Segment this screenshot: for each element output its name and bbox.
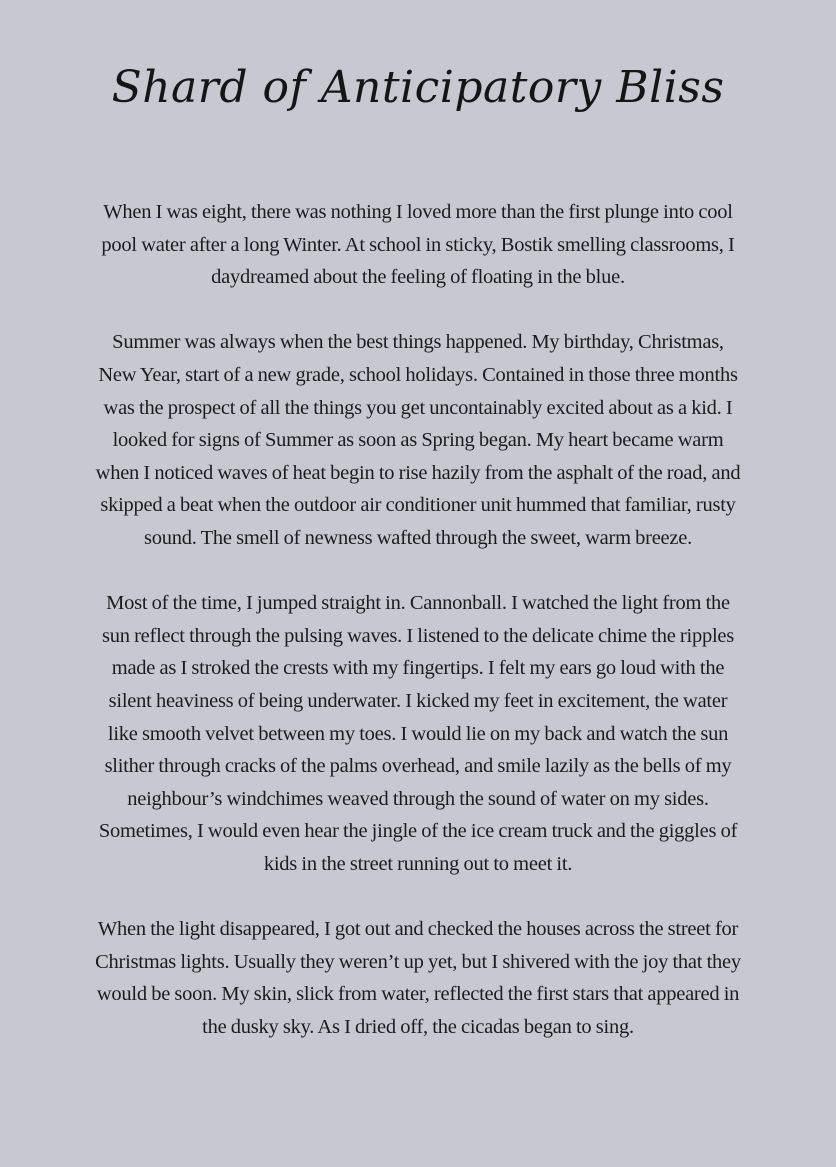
paragraph-4: When the light disappeared, I got out and checked the houses across the street for Christmas lights. Usually they weren’t up yet, but I shivered with the joy that they would be soon. My skin, slick from water, reflected the first stars that appeared in the dusky sky. As I dried off, the cicadas began to sing. [95,918,741,1038]
paragraph-2: Summer was always when the best things happened. My birthday, Christmas, New Year, start of a new grade, school holidays. Contained in those three months was the prospect of all the things you get uncontainably excited about as a kid. I looked for signs of Summer as soon as Spring began. My heart became warm when I noticed waves of heat begin to rise hazily from the asphalt of the road, and skipped a beat when the outdoor air conditioner unit hummed that familiar, rusty sound. The smell of newness wafted through the sweet, warm breeze. [95,331,741,549]
document-title: Shard of Anticipatory Bliss [111,62,725,113]
paragraph-3: Most of the time, I jumped straight in. Cannonball. I watched the light from the sun reflect through the pulsing waves. I listened to the delicate chime the ripples made as I stroked the crests with my fingertips. I felt my ears go loud with the silent heaviness of being underwater. I kicked my feet in excitement, the water like smooth velvet between my toes. I would lie on my back and watch the sun slither through cracks of the palms overhead, and smile lazily as the bells of my neighbour’s windchimes weaved through the sound of water on my sides. Sometimes, I would even hear the jingle of the ice cream truck and the giggles of kids in the street running out to meet it. [98,592,738,875]
document-body [92,196,744,1076]
paragraph-1: When I was eight, there was nothing I loved more than the first plunge into cool pool water after a long Winter. At school in sticky, Bostik smelling classrooms, I daydreamed about the feeling of floating in the blue. [101,201,735,289]
